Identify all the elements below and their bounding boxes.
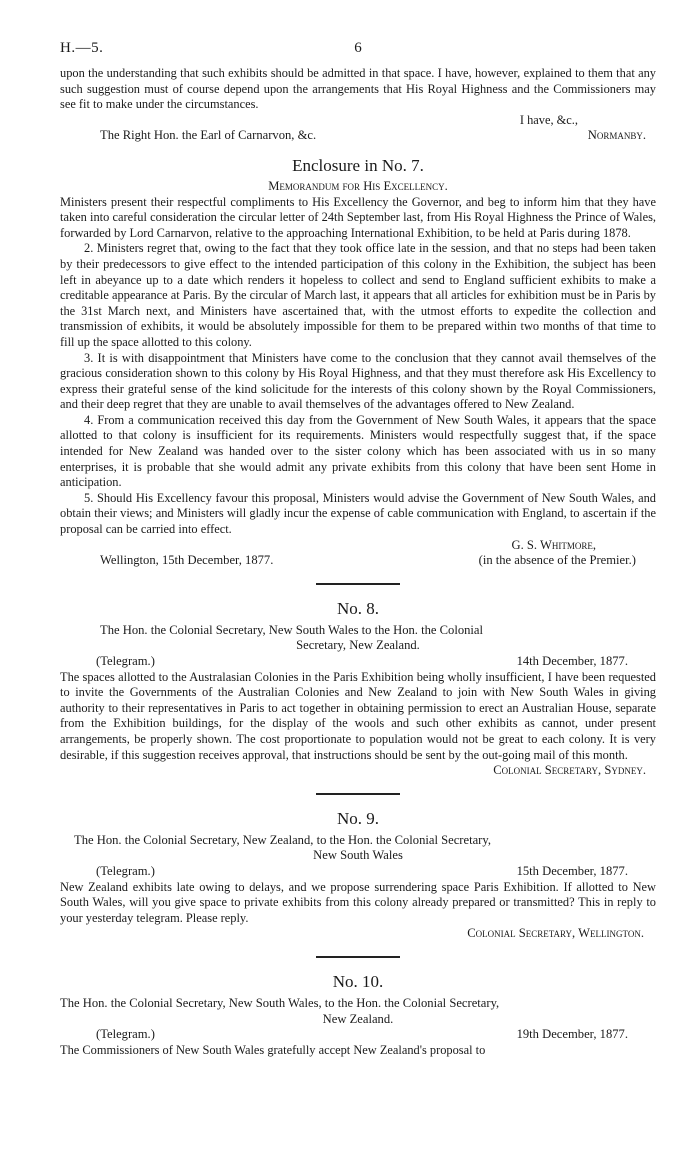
letter-no-8 — [60, 599, 656, 779]
paper-code: H.—5. — [60, 40, 104, 56]
enclosure-7 — [60, 156, 656, 569]
no8-date: 14th December, 1877. — [516, 654, 628, 668]
no8-address-line-1: The Hon. the Colonial Secretary, New South Wales to the Hon. the Colonial — [100, 622, 484, 637]
no10-date: 19th December, 1877. — [516, 1027, 628, 1042]
no8-telegram-row — [60, 654, 656, 670]
no9-paragraph: New Zealand exhibits late owing to delays, and we propose surrendering space Paris Exhibition. If allotted to New South Wales, will you give space to private exhibits from this colony already prepared or transmitted? This in reply to your yesterday telegram. Please reply. — [60, 879, 656, 925]
section-divider — [316, 793, 400, 795]
no9-signature: Colonial Secretary, Wellington. — [467, 926, 644, 941]
no9-heading: No. 9. — [336, 808, 380, 828]
no9-date: 15th December, 1877. — [516, 863, 628, 878]
signature-whitmore: G. S. Whitmore, — [511, 537, 596, 552]
section-divider — [316, 956, 400, 958]
memo-paragraph-1: Ministers present their respectful compliments to His Excellency the Governor, and beg to inform him that they have taken into careful consideration the circular letter of 24th September last, from His Royal Highness the Prince of Wales, forwarded by Lord Carnarvon, relative to the approaching International Exhibition, to be held at Paris during 1878. — [60, 194, 656, 240]
no10-paragraph: The Commissioners of New South Wales gratefully accept New Zealand's proposal to — [60, 1042, 486, 1057]
letter-no-9 — [60, 809, 656, 942]
place-date: Wellington, 15th December, 1877. — [100, 553, 274, 568]
signature-normanby: Normanby. — [587, 128, 646, 143]
addressee-row — [60, 128, 656, 144]
signature-note: (in the absence of the Premier.) — [478, 553, 636, 568]
addressee: The Right Hon. the Earl of Carnarvon, &c. — [100, 128, 317, 143]
no8-signature: Colonial Secretary, Sydney. — [493, 763, 646, 778]
letter-no-10 — [60, 972, 656, 1058]
no10-address-line-1: The Hon. the Colonial Secretary, New South Wales, to the Hon. the Colonial Secretary, — [60, 995, 500, 1010]
no10-telegram-label: (Telegram.) — [96, 1027, 155, 1042]
no9-address-line-1: The Hon. the Colonial Secretary, New Zealand, to the Hon. the Colonial Secretary, — [74, 832, 491, 847]
running-head — [60, 40, 656, 66]
memo-paragraph-4: 4. From a communication received this day from the Government of New South Wales, it appears that the space allotted to that colony is insufficient for its requirements. Ministers would respectfully suggest that, if the space intended for New Zealand was handed over to the sister colony which has been associated with us in so many enterprises, it is probable that she would admit any private exhibits from this colony that have been sent Home in anticipation. — [60, 412, 656, 490]
previous-letter-end — [60, 66, 656, 144]
no9-address-line-2: New South Wales — [313, 848, 403, 863]
no8-heading: No. 8. — [336, 598, 380, 618]
memo-paragraph-2: 2. Ministers regret that, owing to the fact that they took office late in the session, and that no steps had been taken by their predecessors to give effect to the intended participation of this colony in the Exhibition, the subject has been left in abeyance up to a date which renders it hopeless to collect and send to England sufficient exhibits to make a creditable appearance at Paris. By the circular of March last, it appears that all articles for exhibition must be in Paris by the 31st March next, and Ministers have ascertained that, with the utmost efforts to expedite the collection and transmission of exhibits, it would be absolutely impossible for them to be prepared within two months of that time to fill up the space allotted to this colony. — [60, 241, 656, 349]
no9-telegram-row — [60, 864, 656, 880]
no8-telegram-label: (Telegram.) — [96, 654, 155, 668]
no8-paragraph: The spaces allotted to the Australasian Colonies in the Paris Exhibition being wholly insufficient, I have been requested to invite the Governments of the Australian Colonies and New Zealand to join with New South Wales in giving authority to their representatives in Paris to act together in obtaining permission to erect an Australian House, separate from the Exhibition buildings, for the display of the wools and such other exhibits as cannot, under present arrangements, be properly shown. The cost proportionate to population would not be great to each colony. It is very desirable, if this suggestion receives approval, that instructions should be sent by the out-going mail of this month. — [60, 669, 656, 762]
intro-paragraph: upon the understanding that such exhibits should be admitted in that space. I have, however, explained to them that any such suggestion must of course depend upon the arrangements that His Royal Highness and the Commissioners may see fit to make under the circumstances. — [60, 66, 656, 112]
memo-paragraph-5: 5. Should His Excellency favour this proposal, Ministers would advise the Government of New South Wales, and obtain their views; and Ministers will gladly incur the expense of cable communication with England, to ascertain if the proposal can be carried into effect. — [60, 490, 656, 537]
section-divider — [316, 583, 400, 585]
no10-telegram-row — [60, 1027, 656, 1043]
enclosure-heading: Enclosure in No. 7. — [292, 155, 424, 175]
memo-paragraph-3: 3. It is with disappointment that Ministers have come to the conclusion that they cannot avail themselves of the gracious consideration shown to this colony by His Royal Highness, and that they must therefore ask His Excellency to express their grateful sense of the kind solicitude for the interests of this colony shown by the Royal Commissioners, and their deep regret that they are unable to avail themselves of the advantages offered to New Zealand. — [60, 350, 656, 412]
no10-heading: No. 10. — [332, 971, 384, 991]
no10-address-line-2: New Zealand. — [322, 1011, 394, 1026]
memorandum-title: Memorandum for His Excellency. — [268, 178, 448, 193]
memo-footer-row — [60, 553, 656, 569]
no8-address-line-2: Secretary, New Zealand. — [296, 638, 420, 653]
closing-line: I have, &c., — [519, 112, 578, 127]
no9-telegram-label: (Telegram.) — [96, 863, 155, 878]
page-number: 6 — [354, 40, 362, 56]
